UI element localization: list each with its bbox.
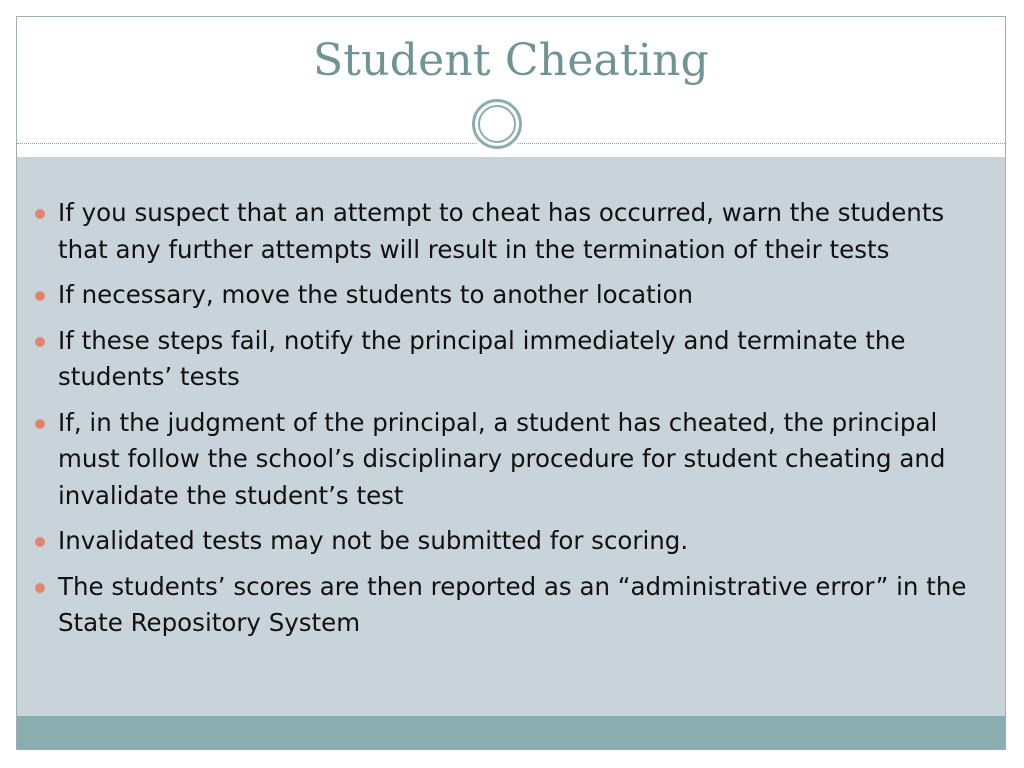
bullet-text: If, in the judgment of the principal, a student has cheated, the principal must follow the school’s disciplinary procedure for student cheating and invalidate the student’s test bbox=[58, 407, 946, 510]
list-item bbox=[16, 569, 986, 642]
bullet-dot-icon bbox=[35, 337, 45, 347]
double-ring-circle-icon bbox=[469, 96, 525, 152]
bullet-text: The students’ scores are then reported as an “administrative error” in the State Repository System bbox=[58, 571, 967, 637]
list-item bbox=[16, 277, 986, 314]
bullet-list bbox=[16, 195, 986, 651]
ornament-inner-ring bbox=[478, 105, 516, 143]
list-item bbox=[16, 405, 986, 515]
bullet-text: If these steps fail, notify the principal immediately and terminate the students’ tests bbox=[58, 325, 906, 391]
footer-bar bbox=[17, 716, 1005, 749]
bullet-text: If necessary, move the students to another location bbox=[58, 280, 694, 309]
list-item bbox=[16, 195, 986, 268]
bullet-text: If you suspect that an attempt to cheat has occurred, warn the students that any further attempts will result in the termination of their tests bbox=[58, 198, 945, 264]
list-item bbox=[16, 323, 986, 396]
bullet-dot-icon bbox=[35, 419, 45, 429]
bullet-dot-icon bbox=[35, 537, 45, 547]
slide-title: Student Cheating bbox=[312, 35, 710, 86]
bullet-text: Invalidated tests may not be submitted for scoring. bbox=[58, 526, 689, 555]
bullet-dot-icon bbox=[35, 209, 45, 219]
list-item bbox=[16, 523, 986, 560]
bullet-dot-icon bbox=[35, 291, 45, 301]
bullet-dot-icon bbox=[35, 583, 45, 593]
